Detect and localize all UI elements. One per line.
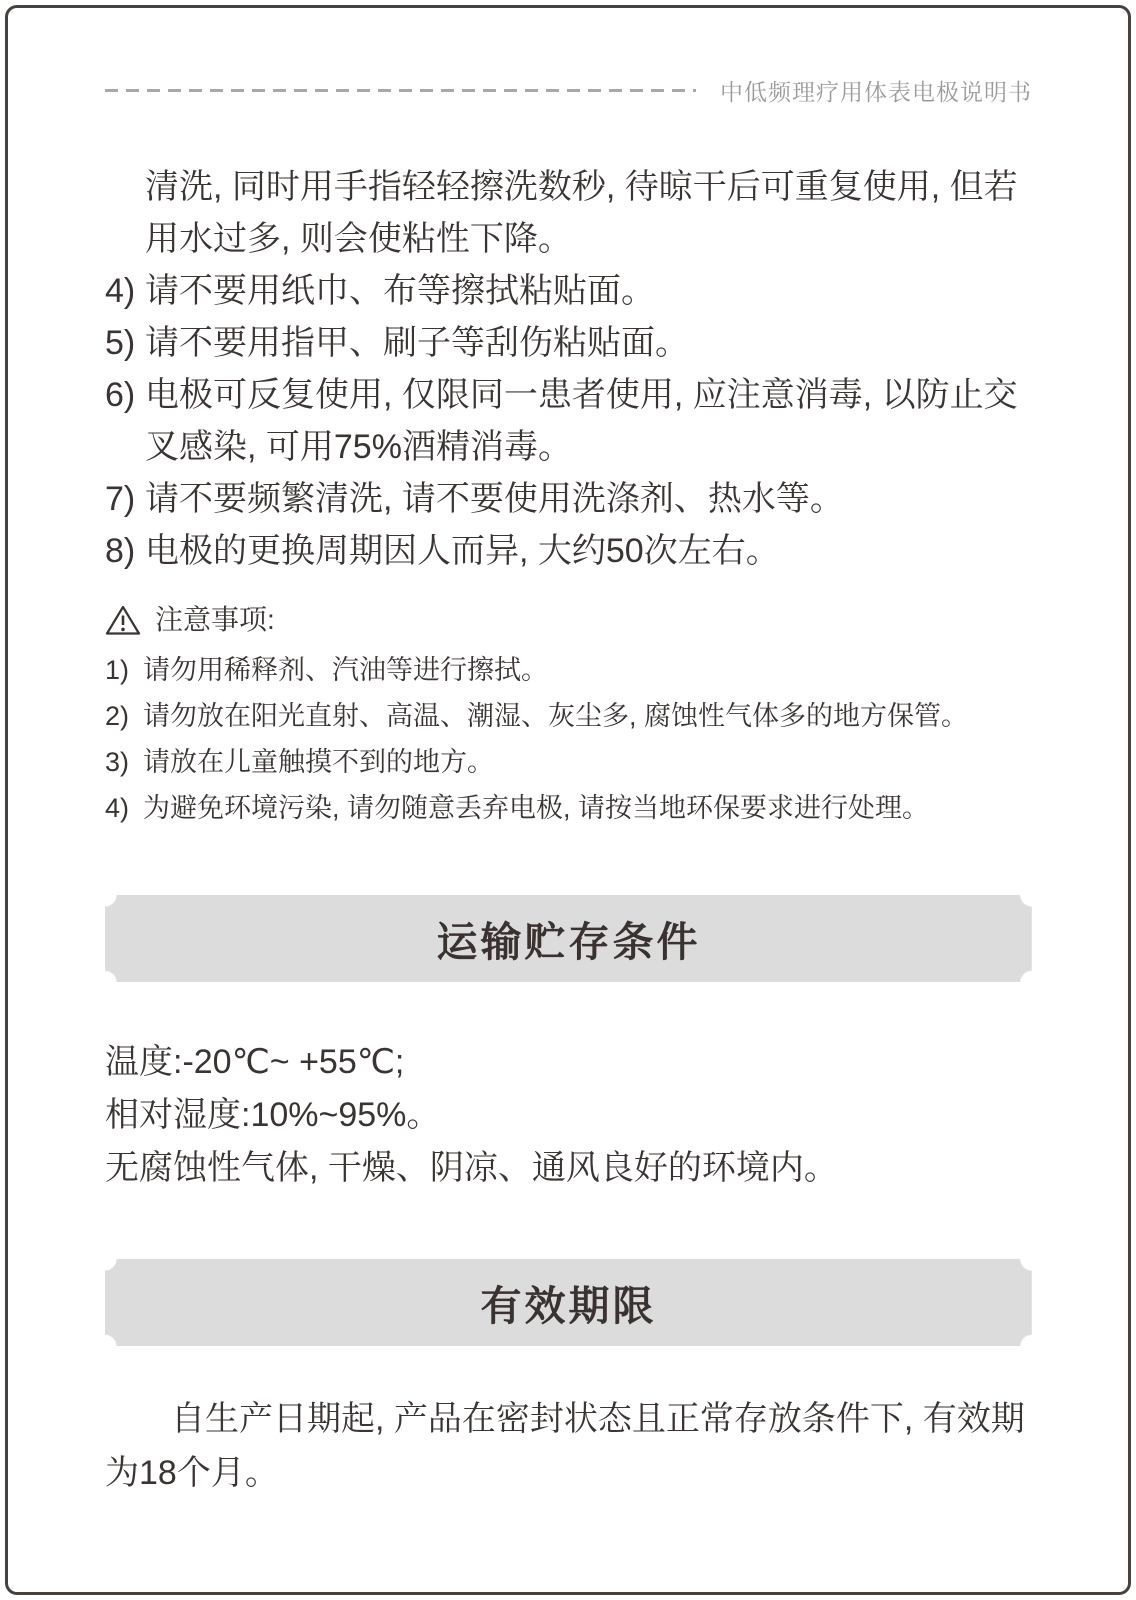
note-item: [105, 647, 1032, 693]
storage-line-humidity: 相对湿度:10%~95%。: [105, 1096, 441, 1134]
section-banner-validity-period: [105, 1259, 1032, 1346]
usage-item-text: [145, 369, 1032, 473]
section-title: 有效期限: [480, 1283, 657, 1329]
section-title: 运输贮存条件: [436, 919, 701, 965]
usage-item3-continuation: [105, 161, 1032, 265]
usage-item-number: 4): [105, 272, 136, 310]
usage-item: [105, 473, 1032, 525]
usage-item-number: 8): [105, 532, 136, 570]
usage-item-text: [145, 525, 1032, 577]
note-item-number: 2): [105, 701, 130, 731]
header-dashed-line: [105, 89, 696, 92]
note-item-text: 请放在儿童触摸不到的地方。: [143, 747, 494, 777]
storage-conditions: [105, 1036, 1032, 1195]
note-item: [105, 693, 1032, 739]
warning-triangle-icon: [105, 604, 141, 636]
validity-paragraph: [105, 1392, 1032, 1500]
notes-list: [105, 647, 1032, 831]
note-item: [105, 785, 1032, 831]
usage-item-text: [145, 317, 1032, 369]
usage-item-text: [145, 473, 1032, 525]
note-item-number: 1): [105, 655, 130, 685]
usage-item-line: 请不要频繁清洗, 请不要使用洗涤剂、热水等。: [145, 480, 844, 518]
validity-line: 为18个月。: [105, 1454, 279, 1492]
usage-item: [105, 369, 1032, 473]
usage-item: [105, 525, 1032, 577]
page-header: [105, 75, 1032, 105]
usage-item-number: 6): [105, 376, 136, 414]
notes-heading-label: 注意事项:: [155, 604, 275, 635]
notes-heading: [105, 599, 1032, 641]
note-item-text: 为避免环境污染, 请勿随意丢弃电极, 请按当地环保要求进行处理。: [143, 793, 930, 823]
storage-line-temperature: 温度:-20℃~ +55℃;: [105, 1043, 405, 1081]
usage-instructions-list: [105, 161, 1032, 577]
usage-item: [105, 265, 1032, 317]
note-item-number: 4): [105, 793, 130, 823]
usage-item-line: 电极可反复使用, 仅限同一患者使用, 应注意消毒, 以防止交: [145, 376, 1018, 414]
validity-line: 自生产日期起, 产品在密封状态且正常存放条件下, 有效期: [171, 1400, 1025, 1438]
usage-item-text: [145, 265, 1032, 317]
document-title: 中低频理疗用体表电极说明书: [720, 78, 1032, 105]
storage-line-environment: 无腐蚀性气体, 干燥、阴凉、通风良好的环境内。: [105, 1149, 838, 1187]
usage-item-line: 叉感染, 可用75%酒精消毒。: [145, 428, 572, 466]
section-banner-transport-storage: [105, 895, 1032, 982]
usage-item-line: 请不要用纸巾、布等擦拭粘贴面。: [145, 272, 655, 310]
usage-item-line: 电极的更换周期因人而异, 大约50次左右。: [145, 532, 780, 570]
note-item-text: 请勿用稀释剂、汽油等进行擦拭。: [143, 655, 548, 685]
usage-item-number: 5): [105, 324, 136, 362]
note-item: [105, 739, 1032, 785]
usage-continuation-line: 清洗, 同时用手指轻轻擦洗数秒, 待晾干后可重复使用, 但若: [145, 168, 1018, 206]
usage-item-line: 请不要用指甲、刷子等刮伤粘贴面。: [145, 324, 689, 362]
note-item-text: 请勿放在阳光直射、高温、潮湿、灰尘多, 腐蚀性气体多的地方保管。: [143, 701, 969, 731]
notes-section: [105, 599, 1032, 831]
usage-continuation-line: 用水过多, 则会使粘性下降。: [145, 220, 572, 258]
usage-item-number: 7): [105, 480, 136, 518]
note-item-number: 3): [105, 747, 130, 777]
usage-item: [105, 317, 1032, 369]
